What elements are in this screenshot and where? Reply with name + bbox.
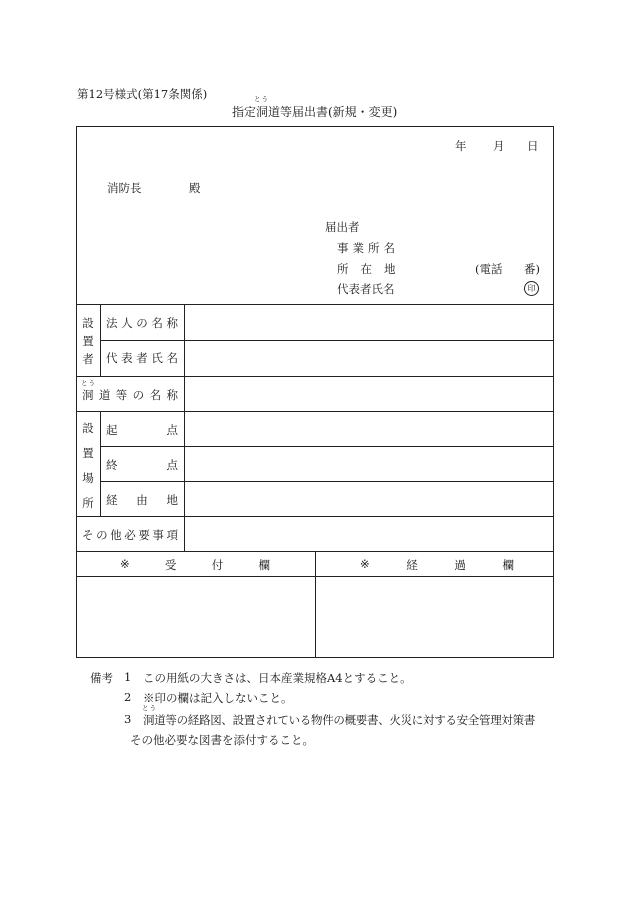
tunnel-name-label: 洞 道 等 の 名 称	[82, 388, 178, 402]
divider	[76, 411, 554, 412]
applicant-office-name-label: 事業所名	[337, 241, 399, 255]
form-title	[232, 95, 398, 120]
divider	[315, 551, 316, 658]
divider	[76, 516, 554, 517]
other-matters-label: そ の 他 必 要 事 項	[82, 528, 178, 542]
form-title-text: 指定洞道等届出書(新規・変更)	[232, 105, 398, 119]
note-number: 1	[124, 670, 132, 684]
note-text: ※印の欄は記入しないこと。	[143, 691, 293, 705]
divider	[184, 304, 185, 551]
start-point-label: 起 点	[106, 423, 178, 437]
applicant-phone-open: (電話	[475, 262, 503, 276]
note-continuation: その他必要な図書を添付すること。	[130, 733, 314, 747]
divider	[100, 340, 554, 341]
divider	[100, 446, 554, 447]
seal-mark: 印	[524, 281, 539, 296]
note-text: 洞道等の経路図、設置されている物件の概要書、火災に対する安全管理対策書	[143, 713, 535, 727]
date-day: 日	[527, 139, 539, 153]
reception-column-header: ※ 受 付 欄	[120, 557, 270, 572]
addressee-office: 消防長	[107, 181, 142, 195]
note-text: この用紙の大きさは、日本産業規格A4とすること。	[143, 671, 412, 685]
form-number: 第12号様式(第17条関係)	[77, 87, 208, 101]
applicant-phone-close: 番)	[524, 262, 540, 276]
progress-column-header: ※ 経 過 欄	[360, 557, 514, 572]
rep-name-label: 代 表 者 氏 名	[106, 351, 178, 365]
via-label: 経 由 地	[106, 493, 178, 507]
applicant-address-label: 所在地	[337, 262, 408, 276]
divider	[76, 376, 554, 377]
note-number: 2	[124, 690, 132, 704]
date-month: 月	[493, 139, 505, 153]
title-ruby: とう	[254, 95, 269, 103]
divider	[100, 304, 101, 376]
divider	[100, 481, 554, 482]
addressee-honorific: 殿	[189, 181, 201, 195]
tunnel-ruby: とう	[81, 379, 96, 387]
divider	[100, 411, 101, 516]
corp-name-label: 法 人 の 名 称	[106, 316, 178, 330]
end-point-label: 終 点	[106, 458, 178, 472]
divider	[76, 304, 554, 305]
note-ruby: とう	[142, 704, 157, 712]
notes-heading: 備考	[90, 671, 113, 685]
applicant-heading: 届出者	[325, 220, 360, 234]
applicant-representative-label: 代表者氏名	[337, 282, 395, 296]
note-number: 3	[124, 712, 132, 726]
date-year: 年	[455, 139, 467, 153]
